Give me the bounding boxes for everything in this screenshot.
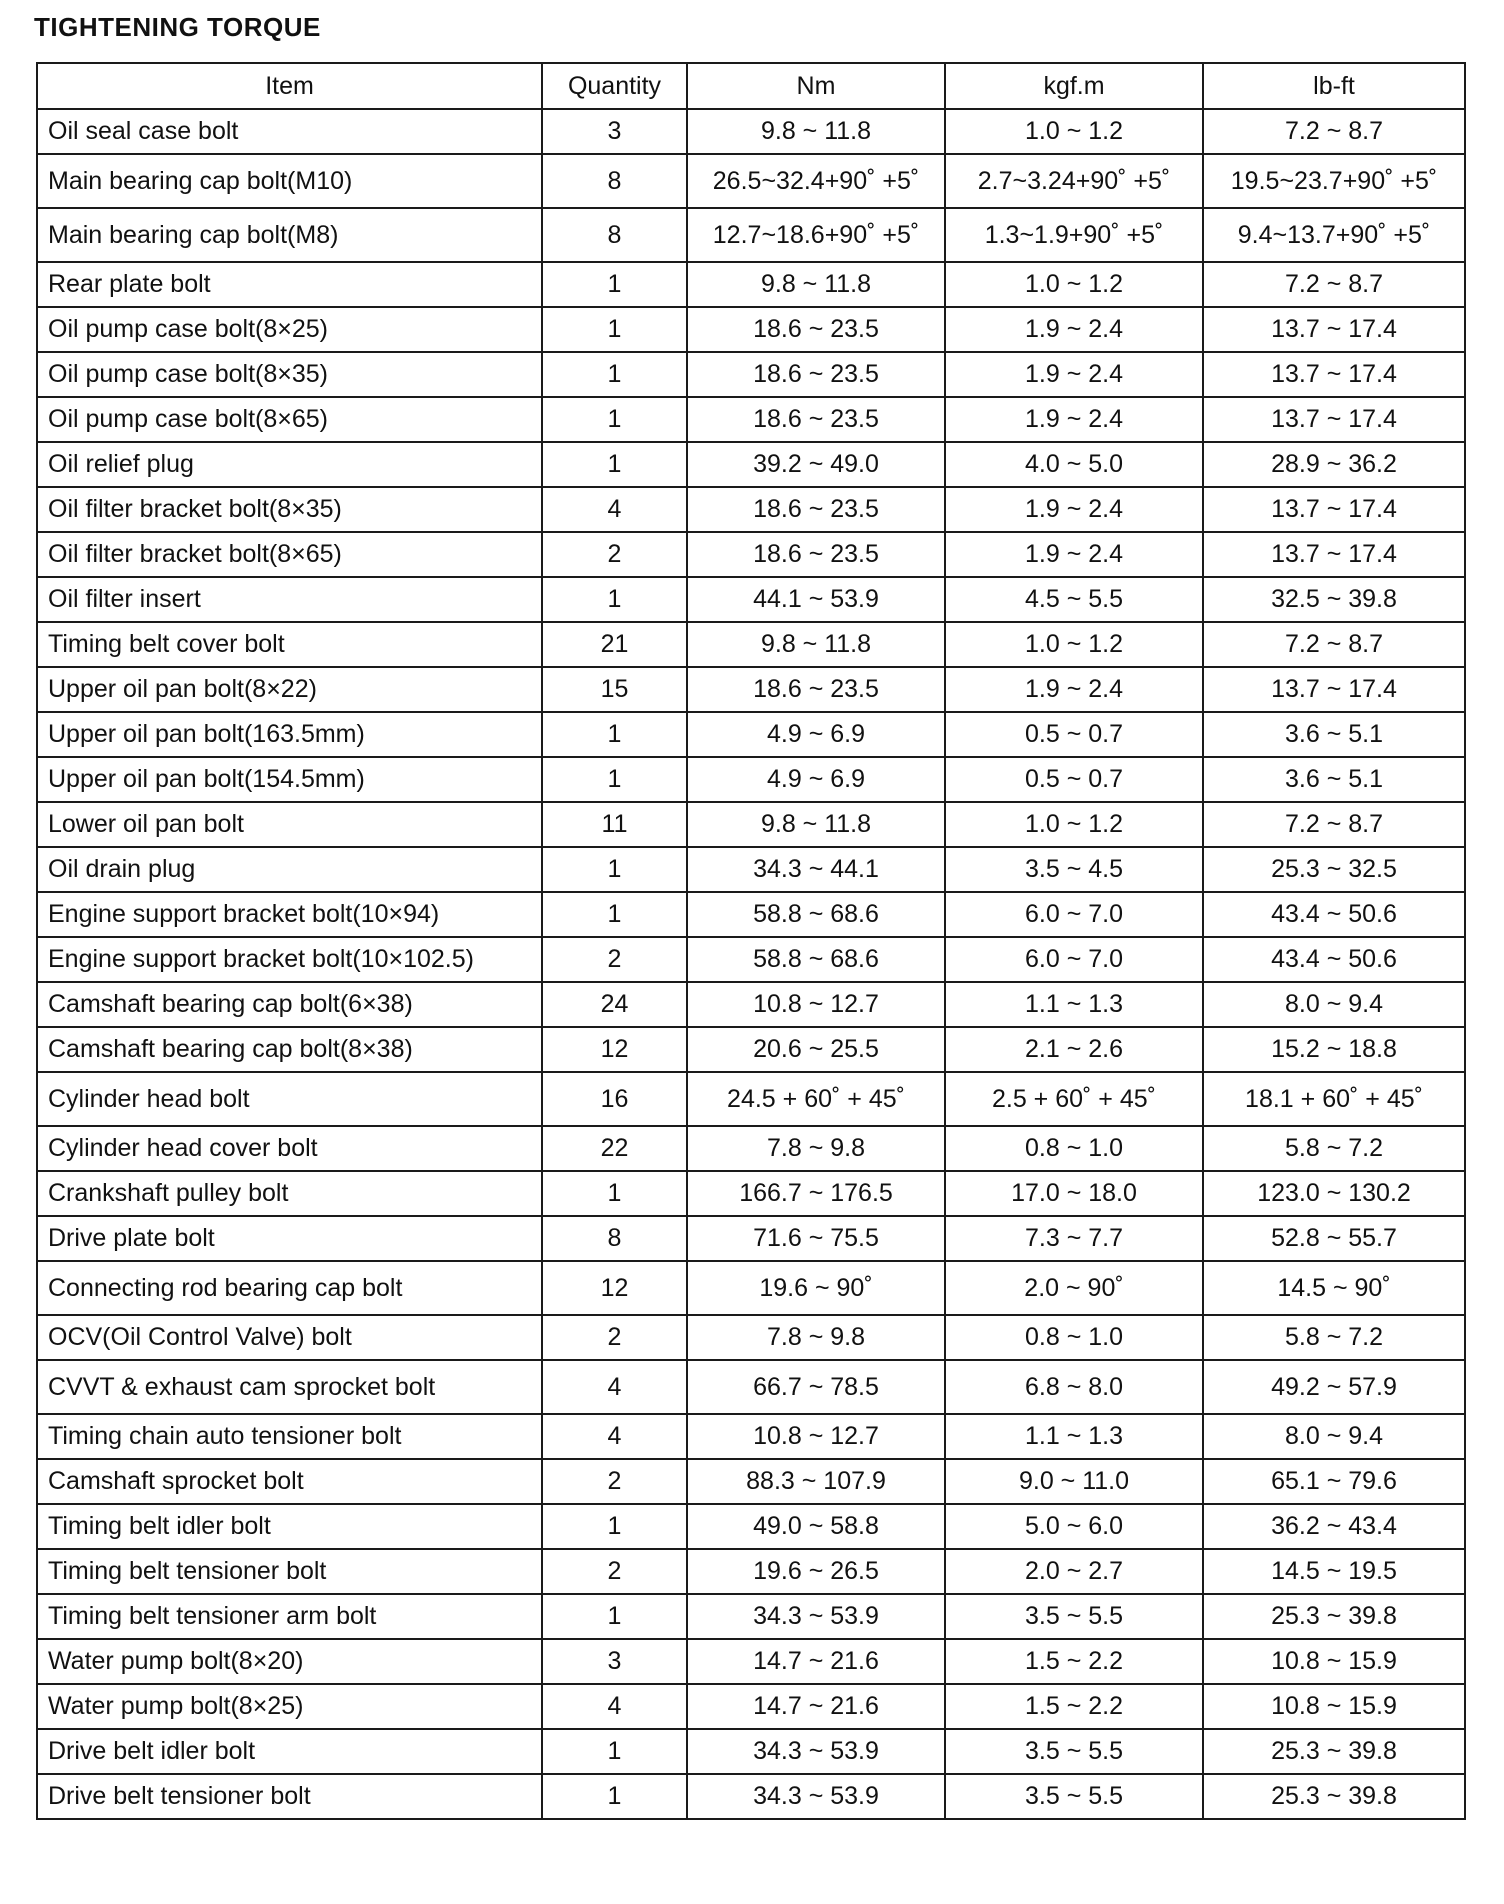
cell-kgfm: 4.5 ~ 5.5 [945,577,1203,622]
cell-item: Oil pump case bolt(8×25) [37,307,542,352]
cell-nm: 49.0 ~ 58.8 [687,1504,945,1549]
cell-item: Water pump bolt(8×25) [37,1684,542,1729]
cell-item: Timing belt idler bolt [37,1504,542,1549]
cell-quantity: 1 [542,352,687,397]
cell-lbft: 28.9 ~ 36.2 [1203,442,1465,487]
cell-nm: 4.9 ~ 6.9 [687,757,945,802]
cell-nm: 18.6 ~ 23.5 [687,397,945,442]
cell-item: Oil filter bracket bolt(8×35) [37,487,542,532]
cell-lbft: 7.2 ~ 8.7 [1203,262,1465,307]
cell-nm: 12.7~18.6+90˚ +5˚ [687,208,945,262]
cell-kgfm: 2.0 ~ 2.7 [945,1549,1203,1594]
cell-lbft: 52.8 ~ 55.7 [1203,1216,1465,1261]
table-row [37,1216,1465,1261]
cell-nm: 9.8 ~ 11.8 [687,109,945,154]
cell-item: OCV(Oil Control Valve) bolt [37,1315,542,1360]
cell-lbft: 123.0 ~ 130.2 [1203,1171,1465,1216]
cell-kgfm: 1.9 ~ 2.4 [945,487,1203,532]
cell-quantity: 2 [542,1549,687,1594]
cell-lbft: 65.1 ~ 79.6 [1203,1459,1465,1504]
cell-quantity: 1 [542,262,687,307]
cell-kgfm: 0.5 ~ 0.7 [945,712,1203,757]
cell-item: Engine support bracket bolt(10×94) [37,892,542,937]
cell-kgfm: 3.5 ~ 5.5 [945,1594,1203,1639]
cell-nm: 9.8 ~ 11.8 [687,802,945,847]
cell-quantity: 1 [542,442,687,487]
table-row [37,982,1465,1027]
header-lbft: lb-ft [1203,63,1465,109]
table-row [37,1315,1465,1360]
cell-item: Timing belt tensioner bolt [37,1549,542,1594]
cell-nm: 14.7 ~ 21.6 [687,1684,945,1729]
cell-quantity: 11 [542,802,687,847]
cell-lbft: 13.7 ~ 17.4 [1203,352,1465,397]
cell-nm: 34.3 ~ 44.1 [687,847,945,892]
cell-lbft: 36.2 ~ 43.4 [1203,1504,1465,1549]
cell-kgfm: 1.0 ~ 1.2 [945,622,1203,667]
cell-item: Oil pump case bolt(8×35) [37,352,542,397]
cell-kgfm: 2.5 + 60˚ + 45˚ [945,1072,1203,1126]
cell-nm: 18.6 ~ 23.5 [687,307,945,352]
cell-item: Camshaft bearing cap bolt(8×38) [37,1027,542,1072]
cell-item: Drive belt tensioner bolt [37,1774,542,1819]
cell-lbft: 3.6 ~ 5.1 [1203,757,1465,802]
cell-kgfm: 3.5 ~ 5.5 [945,1774,1203,1819]
table-row [37,208,1465,262]
table-row [37,1360,1465,1414]
cell-nm: 44.1 ~ 53.9 [687,577,945,622]
cell-nm: 18.6 ~ 23.5 [687,352,945,397]
cell-quantity: 4 [542,1360,687,1414]
table-row [37,1729,1465,1774]
cell-item: Engine support bracket bolt(10×102.5) [37,937,542,982]
torque-table [36,62,1466,1820]
cell-kgfm: 1.1 ~ 1.3 [945,982,1203,1027]
cell-lbft: 9.4~13.7+90˚ +5˚ [1203,208,1465,262]
cell-kgfm: 1.0 ~ 1.2 [945,109,1203,154]
table-row [37,1072,1465,1126]
cell-quantity: 24 [542,982,687,1027]
table-row [37,1594,1465,1639]
cell-item: Oil seal case bolt [37,109,542,154]
cell-item: Upper oil pan bolt(154.5mm) [37,757,542,802]
cell-nm: 58.8 ~ 68.6 [687,937,945,982]
cell-kgfm: 9.0 ~ 11.0 [945,1459,1203,1504]
page-title: TIGHTENING TORQUE [34,12,321,42]
cell-nm: 88.3 ~ 107.9 [687,1459,945,1504]
cell-quantity: 8 [542,154,687,208]
cell-nm: 34.3 ~ 53.9 [687,1729,945,1774]
cell-quantity: 2 [542,532,687,577]
table-row [37,1261,1465,1315]
header-item: Item [37,63,542,109]
cell-kgfm: 1.9 ~ 2.4 [945,667,1203,712]
table-row [37,712,1465,757]
cell-kgfm: 1.9 ~ 2.4 [945,352,1203,397]
cell-quantity: 4 [542,487,687,532]
cell-nm: 9.8 ~ 11.8 [687,622,945,667]
cell-kgfm: 3.5 ~ 5.5 [945,1729,1203,1774]
cell-item: Cylinder head cover bolt [37,1126,542,1171]
table-row [37,892,1465,937]
cell-kgfm: 0.8 ~ 1.0 [945,1126,1203,1171]
cell-lbft: 13.7 ~ 17.4 [1203,397,1465,442]
cell-item: Timing belt tensioner arm bolt [37,1594,542,1639]
cell-lbft: 13.7 ~ 17.4 [1203,307,1465,352]
cell-nm: 9.8 ~ 11.8 [687,262,945,307]
cell-quantity: 4 [542,1684,687,1729]
table-row [37,1684,1465,1729]
cell-item: Upper oil pan bolt(8×22) [37,667,542,712]
table-row [37,847,1465,892]
table-row [37,307,1465,352]
cell-quantity: 1 [542,1594,687,1639]
cell-quantity: 1 [542,892,687,937]
cell-item: Camshaft bearing cap bolt(6×38) [37,982,542,1027]
cell-nm: 18.6 ~ 23.5 [687,487,945,532]
cell-quantity: 8 [542,1216,687,1261]
cell-quantity: 22 [542,1126,687,1171]
cell-item: Upper oil pan bolt(163.5mm) [37,712,542,757]
cell-quantity: 1 [542,712,687,757]
cell-item: Connecting rod bearing cap bolt [37,1261,542,1315]
cell-kgfm: 5.0 ~ 6.0 [945,1504,1203,1549]
cell-nm: 20.6 ~ 25.5 [687,1027,945,1072]
cell-quantity: 3 [542,109,687,154]
cell-nm: 166.7 ~ 176.5 [687,1171,945,1216]
cell-item: Rear plate bolt [37,262,542,307]
cell-lbft: 13.7 ~ 17.4 [1203,532,1465,577]
header-quantity: Quantity [542,63,687,109]
cell-kgfm: 1.5 ~ 2.2 [945,1639,1203,1684]
cell-quantity: 1 [542,847,687,892]
table-row [37,802,1465,847]
cell-nm: 10.8 ~ 12.7 [687,1414,945,1459]
table-row [37,1774,1465,1819]
cell-item: Oil pump case bolt(8×65) [37,397,542,442]
table-row [37,577,1465,622]
cell-nm: 34.3 ~ 53.9 [687,1774,945,1819]
cell-item: Main bearing cap bolt(M8) [37,208,542,262]
cell-quantity: 12 [542,1027,687,1072]
cell-quantity: 2 [542,1315,687,1360]
cell-lbft: 19.5~23.7+90˚ +5˚ [1203,154,1465,208]
cell-kgfm: 0.8 ~ 1.0 [945,1315,1203,1360]
cell-lbft: 10.8 ~ 15.9 [1203,1639,1465,1684]
cell-lbft: 5.8 ~ 7.2 [1203,1126,1465,1171]
table-row [37,442,1465,487]
table-row [37,937,1465,982]
cell-nm: 10.8 ~ 12.7 [687,982,945,1027]
cell-item: Oil filter insert [37,577,542,622]
table-row [37,487,1465,532]
table-row [37,154,1465,208]
table-row [37,1171,1465,1216]
cell-kgfm: 6.8 ~ 8.0 [945,1360,1203,1414]
cell-kgfm: 1.9 ~ 2.4 [945,532,1203,577]
cell-quantity: 1 [542,757,687,802]
cell-lbft: 8.0 ~ 9.4 [1203,1414,1465,1459]
cell-nm: 34.3 ~ 53.9 [687,1594,945,1639]
cell-lbft: 15.2 ~ 18.8 [1203,1027,1465,1072]
header-nm: Nm [687,63,945,109]
header-kgfm: kgf.m [945,63,1203,109]
cell-kgfm: 6.0 ~ 7.0 [945,937,1203,982]
table-row [37,397,1465,442]
cell-lbft: 43.4 ~ 50.6 [1203,892,1465,937]
cell-lbft: 18.1 + 60˚ + 45˚ [1203,1072,1465,1126]
table-row [37,757,1465,802]
cell-kgfm: 1.9 ~ 2.4 [945,397,1203,442]
cell-kgfm: 7.3 ~ 7.7 [945,1216,1203,1261]
cell-lbft: 49.2 ~ 57.9 [1203,1360,1465,1414]
cell-nm: 7.8 ~ 9.8 [687,1315,945,1360]
cell-quantity: 2 [542,937,687,982]
cell-kgfm: 2.1 ~ 2.6 [945,1027,1203,1072]
cell-kgfm: 17.0 ~ 18.0 [945,1171,1203,1216]
cell-quantity: 1 [542,307,687,352]
cell-item: Oil relief plug [37,442,542,487]
table-row [37,1639,1465,1684]
cell-item: Oil filter bracket bolt(8×65) [37,532,542,577]
table-row [37,352,1465,397]
cell-item: Water pump bolt(8×20) [37,1639,542,1684]
cell-quantity: 2 [542,1459,687,1504]
cell-lbft: 32.5 ~ 39.8 [1203,577,1465,622]
cell-quantity: 1 [542,1171,687,1216]
cell-kgfm: 0.5 ~ 0.7 [945,757,1203,802]
cell-lbft: 25.3 ~ 39.8 [1203,1774,1465,1819]
cell-quantity: 8 [542,208,687,262]
cell-nm: 18.6 ~ 23.5 [687,532,945,577]
cell-lbft: 3.6 ~ 5.1 [1203,712,1465,757]
cell-lbft: 14.5 ~ 90˚ [1203,1261,1465,1315]
cell-item: Main bearing cap bolt(M10) [37,154,542,208]
table-row [37,1459,1465,1504]
cell-item: Camshaft sprocket bolt [37,1459,542,1504]
cell-item: Oil drain plug [37,847,542,892]
cell-item: Drive plate bolt [37,1216,542,1261]
cell-nm: 71.6 ~ 75.5 [687,1216,945,1261]
cell-item: Lower oil pan bolt [37,802,542,847]
cell-nm: 19.6 ~ 90˚ [687,1261,945,1315]
cell-kgfm: 1.1 ~ 1.3 [945,1414,1203,1459]
cell-nm: 39.2 ~ 49.0 [687,442,945,487]
cell-lbft: 13.7 ~ 17.4 [1203,487,1465,532]
header-row [37,63,1465,109]
table-row [37,262,1465,307]
table-row [37,622,1465,667]
table-row [37,667,1465,712]
cell-nm: 7.8 ~ 9.8 [687,1126,945,1171]
cell-item: Drive belt idler bolt [37,1729,542,1774]
cell-quantity: 1 [542,1774,687,1819]
cell-lbft: 10.8 ~ 15.9 [1203,1684,1465,1729]
cell-kgfm: 1.0 ~ 1.2 [945,802,1203,847]
cell-quantity: 4 [542,1414,687,1459]
cell-nm: 58.8 ~ 68.6 [687,892,945,937]
cell-lbft: 7.2 ~ 8.7 [1203,109,1465,154]
table-row [37,1549,1465,1594]
cell-nm: 26.5~32.4+90˚ +5˚ [687,154,945,208]
cell-kgfm: 1.5 ~ 2.2 [945,1684,1203,1729]
table-row [37,1504,1465,1549]
cell-kgfm: 2.0 ~ 90˚ [945,1261,1203,1315]
cell-nm: 18.6 ~ 23.5 [687,667,945,712]
cell-lbft: 13.7 ~ 17.4 [1203,667,1465,712]
cell-item: Timing chain auto tensioner bolt [37,1414,542,1459]
cell-quantity: 16 [542,1072,687,1126]
cell-item: Crankshaft pulley bolt [37,1171,542,1216]
cell-lbft: 43.4 ~ 50.6 [1203,937,1465,982]
cell-nm: 14.7 ~ 21.6 [687,1639,945,1684]
cell-kgfm: 1.9 ~ 2.4 [945,307,1203,352]
cell-quantity: 1 [542,577,687,622]
cell-item: CVVT & exhaust cam sprocket bolt [37,1360,542,1414]
cell-item: Cylinder head bolt [37,1072,542,1126]
cell-nm: 66.7 ~ 78.5 [687,1360,945,1414]
table-row [37,1126,1465,1171]
cell-lbft: 8.0 ~ 9.4 [1203,982,1465,1027]
cell-kgfm: 3.5 ~ 4.5 [945,847,1203,892]
cell-nm: 4.9 ~ 6.9 [687,712,945,757]
cell-quantity: 1 [542,397,687,442]
cell-kgfm: 1.3~1.9+90˚ +5˚ [945,208,1203,262]
cell-lbft: 7.2 ~ 8.7 [1203,802,1465,847]
cell-nm: 24.5 + 60˚ + 45˚ [687,1072,945,1126]
cell-lbft: 14.5 ~ 19.5 [1203,1549,1465,1594]
cell-nm: 19.6 ~ 26.5 [687,1549,945,1594]
cell-kgfm: 1.0 ~ 1.2 [945,262,1203,307]
table-row [37,109,1465,154]
cell-kgfm: 2.7~3.24+90˚ +5˚ [945,154,1203,208]
cell-lbft: 7.2 ~ 8.7 [1203,622,1465,667]
cell-lbft: 25.3 ~ 39.8 [1203,1729,1465,1774]
table-row [37,532,1465,577]
table-row [37,1027,1465,1072]
cell-lbft: 25.3 ~ 39.8 [1203,1594,1465,1639]
cell-lbft: 25.3 ~ 32.5 [1203,847,1465,892]
cell-kgfm: 6.0 ~ 7.0 [945,892,1203,937]
cell-item: Timing belt cover bolt [37,622,542,667]
cell-quantity: 1 [542,1504,687,1549]
cell-quantity: 12 [542,1261,687,1315]
cell-lbft: 5.8 ~ 7.2 [1203,1315,1465,1360]
table-row [37,1414,1465,1459]
cell-quantity: 3 [542,1639,687,1684]
cell-quantity: 15 [542,667,687,712]
cell-kgfm: 4.0 ~ 5.0 [945,442,1203,487]
cell-quantity: 21 [542,622,687,667]
cell-quantity: 1 [542,1729,687,1774]
